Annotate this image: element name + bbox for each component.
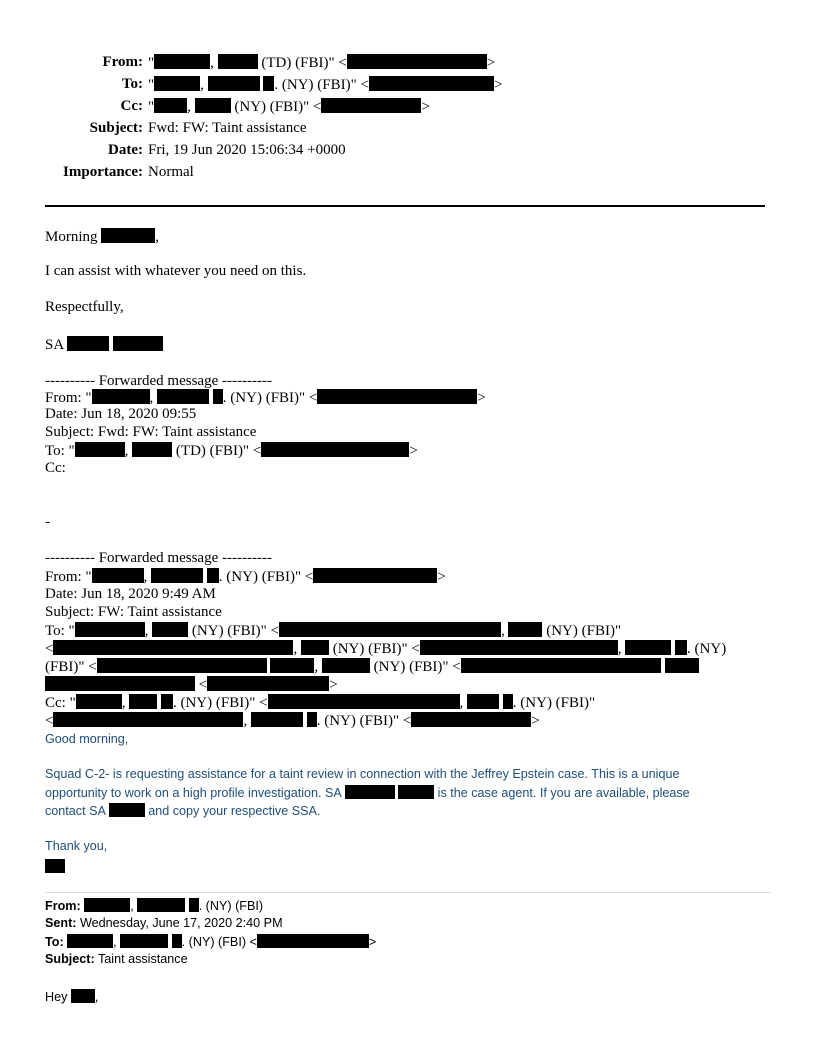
redaction xyxy=(92,568,144,583)
message-divider xyxy=(45,892,771,893)
forward2-subject: Subject: FW: Taint assistance xyxy=(45,604,222,620)
redaction xyxy=(76,694,122,709)
redaction xyxy=(161,694,173,709)
forward2-to-line1: To: " , (NY) (FBI)" < , (NY) (FBI)" xyxy=(45,623,622,639)
redaction xyxy=(268,694,460,709)
body-line: I can assist with whatever you need on this. xyxy=(45,263,307,279)
redaction xyxy=(207,568,219,583)
redaction xyxy=(75,622,145,637)
redaction xyxy=(67,336,109,351)
importance-value: Normal xyxy=(148,164,194,180)
redaction xyxy=(322,658,370,673)
redaction xyxy=(369,76,494,91)
redaction xyxy=(92,389,150,404)
from-label: From: xyxy=(102,54,143,70)
redaction xyxy=(152,622,188,637)
importance-label: Importance: xyxy=(63,164,143,180)
date-value: Fri, 19 Jun 2020 15:06:34 +0000 xyxy=(148,142,346,158)
redaction xyxy=(71,989,95,1003)
blue-paragraph-line2: opportunity to work on a high profile investigation. SA is the case agent. If you are available, please xyxy=(45,786,690,800)
redaction xyxy=(53,712,243,727)
redaction xyxy=(251,712,303,727)
redaction xyxy=(101,228,155,243)
dash-line: - xyxy=(45,514,50,530)
blue-thanks: Thank you, xyxy=(45,839,108,853)
forward2-to-line2: < , (NY) (FBI)" < , . (NY) xyxy=(45,641,727,657)
redaction xyxy=(207,676,329,691)
signature-redaction xyxy=(45,858,65,876)
redaction xyxy=(420,640,618,655)
redaction xyxy=(157,389,209,404)
blue-paragraph-line3: contact SA and copy your respective SSA. xyxy=(45,804,321,818)
forward1-date: Date: Jun 18, 2020 09:55 xyxy=(45,406,197,422)
redaction xyxy=(213,389,223,404)
subject-label: Subject: xyxy=(89,120,143,136)
header-divider xyxy=(45,205,765,207)
redaction xyxy=(154,54,210,69)
redaction xyxy=(113,336,163,351)
forward2-to-line3: (FBI)" < , (NY) (FBI)" < xyxy=(45,658,699,676)
redaction xyxy=(347,54,487,69)
redaction xyxy=(45,676,195,691)
redaction xyxy=(398,785,434,799)
original-greeting: Hey , xyxy=(45,990,99,1004)
redaction xyxy=(189,898,199,912)
cc-value: " , (NY) (FBI)" < > xyxy=(148,99,430,115)
blue-greeting: Good morning, xyxy=(45,732,129,746)
redaction xyxy=(301,640,329,655)
redaction xyxy=(321,98,421,113)
redaction xyxy=(625,640,671,655)
redaction xyxy=(345,785,395,799)
redaction xyxy=(279,622,501,637)
redaction xyxy=(313,568,437,583)
redaction xyxy=(263,76,274,91)
redaction xyxy=(109,803,145,817)
redaction xyxy=(208,76,260,91)
original-sent: Sent: Wednesday, June 17, 2020 2:40 PM xyxy=(45,916,283,930)
redaction xyxy=(45,859,65,873)
redaction xyxy=(75,442,125,457)
blue-paragraph-line1: Squad C-2- is requesting assistance for a taint review in connection with the Jeffrey Epstein case. This is a unique xyxy=(45,767,680,781)
forward-banner: ---------- Forwarded message ---------- xyxy=(45,373,272,389)
original-to: To: , . (NY) (FBI) < > xyxy=(45,935,377,949)
redaction xyxy=(675,640,687,655)
to-label: To: xyxy=(121,76,143,92)
redaction xyxy=(132,442,172,457)
to-value: " , . (NY) (FBI)" < > xyxy=(148,77,503,93)
redaction xyxy=(195,98,231,113)
subject-value: Fwd: FW: Taint assistance xyxy=(148,120,307,136)
greeting-line: Morning , xyxy=(45,229,159,245)
cc-label: Cc: xyxy=(120,98,143,114)
original-from: From: , . (NY) (FBI) xyxy=(45,899,264,913)
redaction xyxy=(218,54,258,69)
redaction xyxy=(151,568,203,583)
redaction xyxy=(508,622,542,637)
forward1-subject: Subject: Fwd: FW: Taint assistance xyxy=(45,424,257,440)
redaction xyxy=(67,934,113,948)
redaction xyxy=(503,694,513,709)
redaction xyxy=(317,389,477,404)
forward2-from: From: " , . (NY) (FBI)" < > xyxy=(45,569,446,585)
redaction xyxy=(154,76,200,91)
redaction xyxy=(665,658,699,673)
redaction xyxy=(257,934,369,948)
redaction xyxy=(97,658,267,673)
signature-line: SA xyxy=(45,336,163,354)
forward1-from: From: " , . (NY) (FBI)" < > xyxy=(45,390,486,406)
redaction xyxy=(84,898,130,912)
redaction xyxy=(137,898,185,912)
forward2-cc-line1: Cc: " , . (NY) (FBI)" < , . (NY) (FBI)" xyxy=(45,695,596,711)
redaction xyxy=(53,640,293,655)
redaction xyxy=(411,712,531,727)
redaction xyxy=(154,98,187,113)
redaction xyxy=(261,442,409,457)
redaction xyxy=(129,694,157,709)
redaction xyxy=(461,658,661,673)
redaction xyxy=(467,694,499,709)
redaction xyxy=(120,934,168,948)
forward2-to-line4: < > xyxy=(45,676,338,694)
forward2-cc-line2: < , . (NY) (FBI)" < > xyxy=(45,713,540,729)
forward2-date: Date: Jun 18, 2020 9:49 AM xyxy=(45,586,216,602)
closing-line: Respectfully, xyxy=(45,299,124,315)
forward-banner: ---------- Forwarded message ---------- xyxy=(45,550,272,566)
redaction xyxy=(172,934,182,948)
redaction xyxy=(307,712,317,727)
from-value: " , (TD) (FBI)" < > xyxy=(148,55,496,71)
date-label: Date: xyxy=(108,142,143,158)
original-subject: Subject: Taint assistance xyxy=(45,952,188,966)
forward1-cc: Cc: xyxy=(45,460,66,476)
redaction xyxy=(270,658,314,673)
forward1-to: To: " , (TD) (FBI)" < > xyxy=(45,443,418,459)
